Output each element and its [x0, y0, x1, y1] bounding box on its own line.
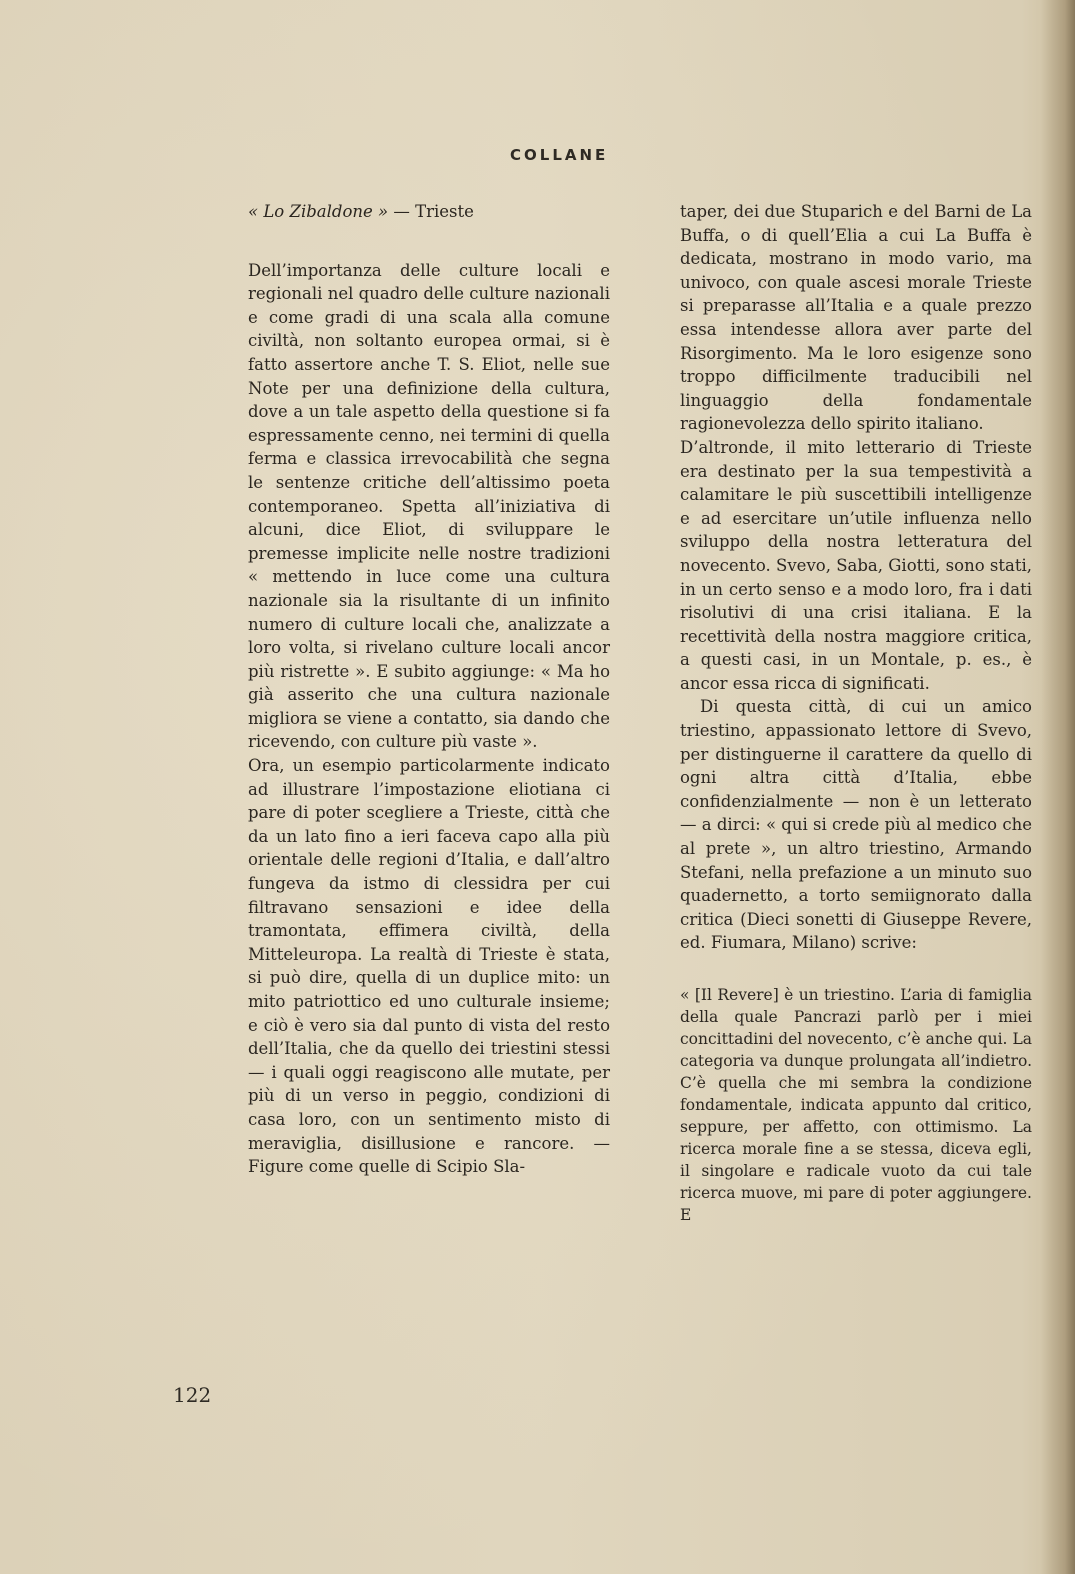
paragraph: Di questa città, di cui un amico triestino, appassionato lettore di Svevo, per distinguerne il carattere da quello di ogni altra città d’Italia, ebbe confidenzialmente — non è un letterato — a dirci: « qui si crede più al medico che al prete », un altro triestino, Armando Stefani, nella prefazione a un minuto suo quadernetto, a torto semiignorato dalla critica (Dieci sonetti di Giuseppe Revere, ed. Fiumara, Milano) scrive:: [680, 697, 1032, 953]
paragraph: D’altronde, il mito letterario di Trieste era destinato per la sua tempestività a calamitare le più suscettibili intelligenze e ad esercitare un’utile influenza nello sviluppo della nostra letteratura del novecento. Svevo, Saba, Giotti, sono stati, in un certo senso e a modo loro, fra i dati risolutivi di una crisi italiana. E la recettività della nostra maggiore critica, a questi casi, in un Montale, p. es., è ancor essa ricca di significati.: [680, 437, 1032, 693]
binding-shadow: [1041, 0, 1075, 1574]
heading-place: — Trieste: [393, 202, 474, 221]
right-column: [680, 200, 1032, 1226]
block-quote: « [Il Revere] è un triestino. L’aria di famiglia della quale Pancrazi parlò per i miei concittadini del novecento, c’è anche qui. La categoria va dunque prolungata all’indietro. C’è quella che mi sembra la condizione fondamentale, indicata appunto dal critico, seppure, per affetto, con ottimismo. La ricerca morale fine a se stessa, diceva egli, il singolare e radicale vuoto da cui tale ricerca muove, mi pare di poter aggiungere. E: [680, 986, 1032, 1224]
heading-title: « Lo Zibaldone »: [248, 202, 389, 221]
running-head: COLLANE: [510, 146, 609, 164]
page-number: 122: [173, 1383, 212, 1407]
left-column: [248, 200, 610, 1179]
paragraph: Ora, un esempio particolarmente indicato ad illustrare l’impostazione eliotiana ci pare di poter scegliere a Trieste, città che da un lato fino a ieri faceva capo alla più orientale delle regioni d’Italia, e dall’altro fungeva da istmo di clessidra per cui filtravano sensazioni e idee della tramontata, effimera civiltà, della Mitteleuropa. La realtà di Trieste è stata, si può dire, quella di un duplice mito: un mito patriottico ed uno culturale insieme; e ciò è vero sia dal punto di vista del resto dell’Italia, che da quello dei triestini stessi — i quali oggi reagiscono alle mutate, per più di un verso in peggio, condizioni di casa loro, con un sentimento misto di meraviglia, disillusione e rancore. — Figure come quelle di Scipio Sla-: [248, 756, 610, 1177]
paragraph: Dell’importanza delle culture locali e regionali nel quadro delle culture nazionali e come gradi di una scala alla comune civiltà, non soltanto europea ormai, si è fatto assertore anche T. S. Eliot, nelle sue Note per una definizione della cultura, dove a un tale aspetto della questione si fa espressamente cenno, nei termini di quella ferma e classica irrevocabilità che segna le sentenze critiche dell’altissimo poeta contemporaneo. Spetta all’iniziativa di alcuni, dice Eliot, di sviluppare le premesse implicite nelle nostre tradizioni « mettendo in luce come una cultura nazionale sia la risultante di un infinito numero di culture locali che, analizzate a loro volta, si rivelano culture locali ancor più ristrette ». E subito aggiunge: « Ma ho già asserito che una cultura nazionale migliora se viene a contatto, sia dando che ricevendo, con culture più vaste ».: [248, 260, 610, 752]
paragraph: taper, dei due Stuparich e del Barni de La Buffa, o di quell’Elia a cui La Buffa è dedicata, mostrano in modo vario, ma univoco, con quale ascesi morale Trieste si preparasse all’Italia e a quale prezzo essa intendesse allora aver parte del Risorgimento. Ma le loro esigenze sono troppo difficilmente traducibili nel linguaggio della fondamentale ragionevolezza dello spirito italiano.: [680, 202, 1032, 434]
article-heading: [248, 200, 610, 224]
